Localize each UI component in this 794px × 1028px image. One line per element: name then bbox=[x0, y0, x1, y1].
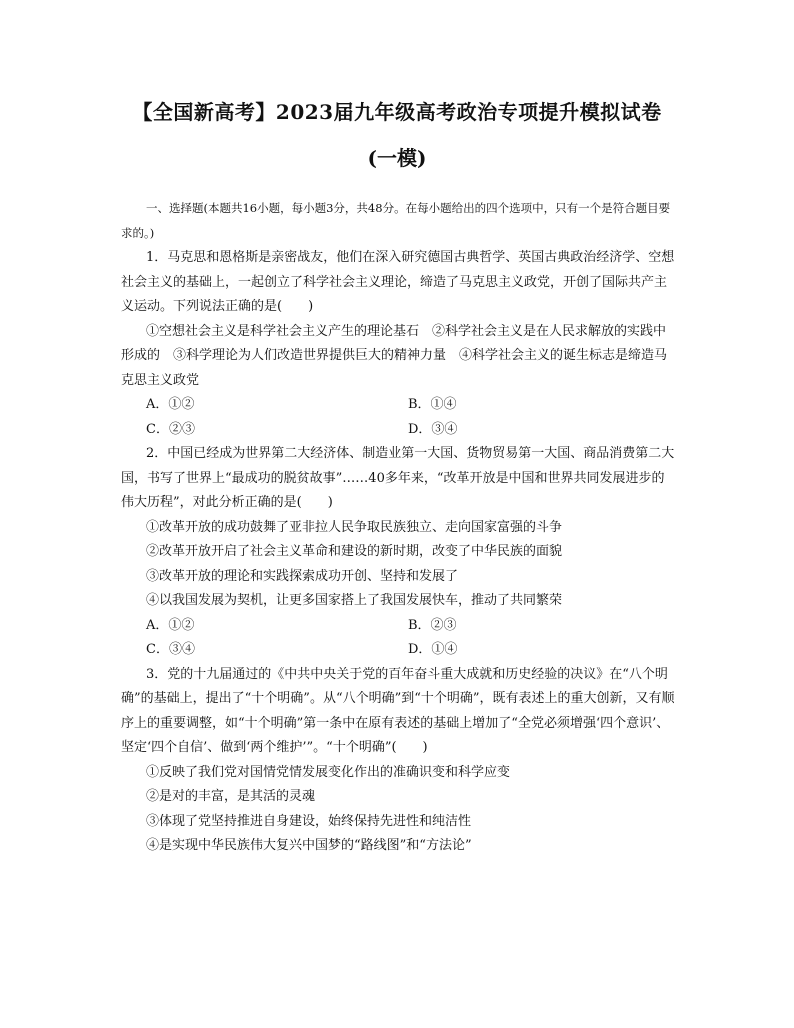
choice-a: A．①② bbox=[146, 617, 195, 633]
question-stem: 1．马克思和恩格斯是亲密战友，他们在深入研究德国古典哲学、英国古典政治经济学、空想社会主义的基础上，一起创立了科学社会主义理论，缔造了马克思主义政党，开创了国际共产主义运动。下列说法正确的是( ) bbox=[121, 250, 675, 314]
question-3 bbox=[121, 663, 677, 859]
statement: ③改革开放的理论和实践探索成功开创、坚持和发展了 bbox=[146, 568, 459, 584]
question-stem: 2．中国已经成为世界第二大经济体、制造业第一大国、货物贸易第一大国、商品消费第二大国，书写了世界上“最成功的脱贫故事”……40多年来，“改革开放是中国和世界共同发展进步的伟大历程”，对此分析正确的是( ) bbox=[121, 446, 675, 510]
statement: ③体现了党坚持推进自身建设，始终保持先进性和纯洁性 bbox=[146, 813, 472, 829]
statement: ②改革开放开启了社会主义革命和建设的新时期，改变了中华民族的面貌 bbox=[146, 544, 563, 559]
choice-d: D．①④ bbox=[408, 642, 458, 657]
choice-c: C．③④ bbox=[146, 642, 195, 657]
statement: ④以我国发展为契机，让更多国家搭上了我国发展快车，推动了共同繁荣 bbox=[146, 593, 563, 608]
statement: ④是实现中华民族伟大复兴中国梦的“路线图”和“方法论” bbox=[146, 838, 472, 853]
page-subtitle: (一模) bbox=[367, 146, 427, 170]
statement: ①改革开放的成功鼓舞了亚非拉人民争取民族独立、走向国家富强的斗争 bbox=[146, 519, 563, 535]
choice-c: C．②③ bbox=[146, 421, 195, 437]
question-statements: ①空想社会主义是科学社会主义产生的理论基石 ②科学社会主义是在人民求解放的实践中形成的 ③科学理论为人们改造世界提供巨大的精神力量 ④科学社会主义的诞生标志是缔造马克思主义政党 bbox=[121, 323, 668, 388]
choice-row bbox=[121, 393, 677, 418]
choice-row bbox=[121, 638, 677, 663]
page-title: 【全国新高考】2023届九年级高考政治专项提升模拟试卷 bbox=[132, 100, 662, 124]
choice-a: A．①② bbox=[146, 397, 195, 412]
choice-row bbox=[121, 418, 677, 443]
statement: ②是对的丰富，是其活的灵魂 bbox=[146, 789, 316, 804]
question-stem: 3．党的十九届通过的《中共中央关于党的百年奋斗重大成就和历史经验的决议》在“八个明确”的基础上，提出了“十个明确”。从“八个明确”到“十个明确”，既有表述上的重大创新，又有顺序上的重要调整，如“十个明确”第一条中在原有表述的基础上增加了“全党必须增强‘四个意识’、坚定‘四个自信’、做到‘两个维护’”。“十个明确”( ) bbox=[121, 666, 675, 755]
statement: ①反映了我们党对国情党情发展变化作出的准确识变和科学应变 bbox=[146, 764, 511, 780]
choice-b: B．①④ bbox=[408, 397, 457, 412]
choice-d: D．③④ bbox=[408, 421, 458, 437]
choice-b: B．②③ bbox=[408, 617, 457, 633]
document-body bbox=[121, 196, 677, 859]
question-1 bbox=[121, 246, 677, 442]
section-heading: 一、选择题(本题共16小题，每小题3分，共48分。在每小题给出的四个选项中，只有一个是符合题目要求的。) bbox=[121, 201, 671, 240]
choice-row bbox=[121, 614, 677, 639]
question-2 bbox=[121, 442, 677, 663]
